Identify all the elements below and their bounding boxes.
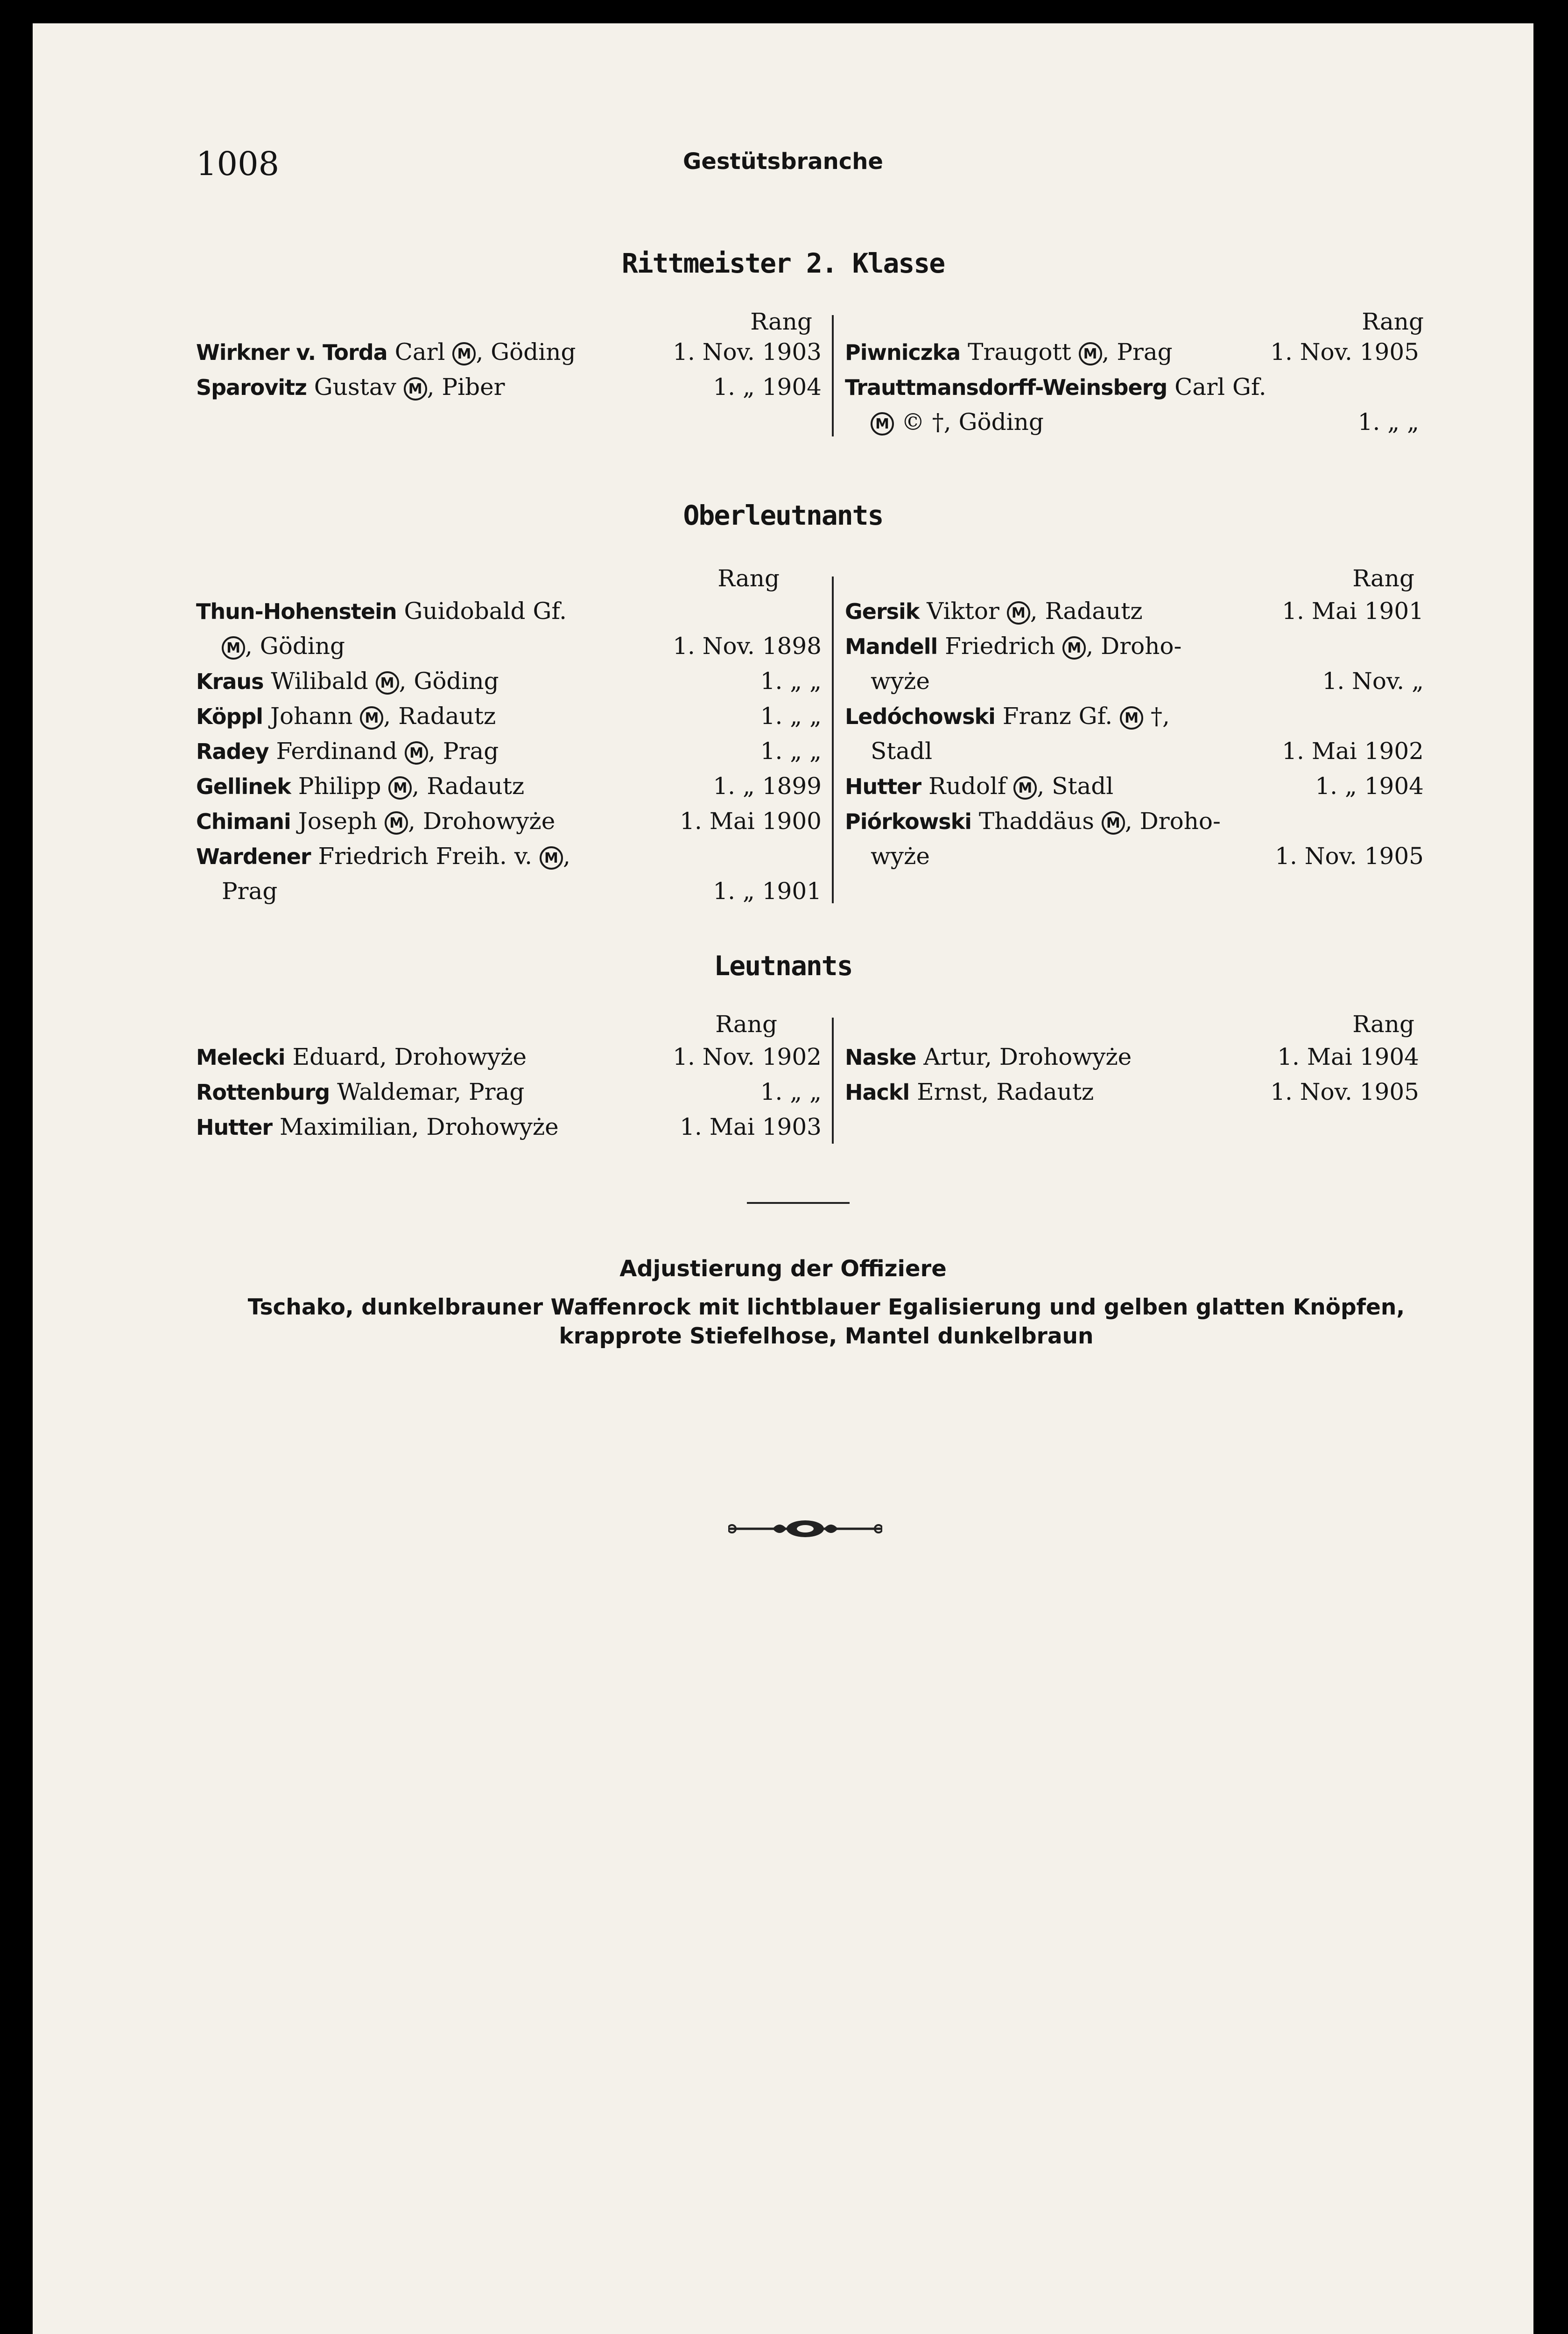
entry-location: †, xyxy=(1143,703,1170,730)
entry-name xyxy=(196,843,570,870)
column-divider xyxy=(832,1018,834,1144)
given-name: Friedrich xyxy=(937,633,1063,660)
entry-name xyxy=(196,1113,559,1140)
roster-entry xyxy=(845,633,1433,665)
column-divider xyxy=(832,315,834,436)
roster-entry xyxy=(196,808,826,840)
adjustierung-line-1: Tschako, dunkelbrauner Waffenrock mit lichtblauer Egalisierung und gelben glatten Knöpfen, xyxy=(247,1294,1405,1320)
rang-header: Rang xyxy=(1362,308,1424,335)
entry-name xyxy=(222,878,277,905)
surname: Radey xyxy=(196,739,269,764)
given-name: Philipp xyxy=(290,773,389,800)
entry-name xyxy=(845,338,1173,366)
given-name: Ernst, Radautz xyxy=(909,1078,1094,1105)
entry-rank-date: 1. Nov. 1902 xyxy=(673,1043,822,1070)
roster-entry xyxy=(845,773,1433,805)
given-name: Franz Gf. xyxy=(995,703,1120,730)
page-number: 1008 xyxy=(196,145,280,183)
entry-continuation: Stadl xyxy=(871,738,933,765)
adjustierung-line-2: krapprote Stiefelhose, Mantel dunkelbraun xyxy=(559,1323,1094,1349)
entry-rank-date: 1. Mai 1904 xyxy=(1277,1043,1419,1070)
entry-name xyxy=(845,808,1221,835)
entry-rank-date: 1. Nov. 1905 xyxy=(1275,843,1424,870)
roster-entry xyxy=(845,843,1433,875)
rang-header: Rang xyxy=(750,308,812,335)
given-name: Guidobald Gf. xyxy=(396,598,567,625)
entry-name xyxy=(196,373,505,401)
adjustierung-title: Adjustierung der Offiziere xyxy=(619,1256,947,1282)
surname: Piórkowski xyxy=(845,809,971,834)
entry-location: , Drohowyże xyxy=(408,808,555,835)
ornament-divider xyxy=(728,1515,882,1543)
entry-continuation: , Göding xyxy=(245,633,345,660)
surname: Hutter xyxy=(196,1115,273,1140)
roster-entry xyxy=(845,373,1433,406)
roster-entry xyxy=(196,1078,826,1111)
entry-rank-date: 1. Mai 1900 xyxy=(680,808,822,835)
entry-name xyxy=(196,1043,527,1070)
roster-entry xyxy=(845,408,1433,441)
entry-name xyxy=(845,1078,1094,1105)
entry-rank-date: 1. „ „ xyxy=(760,703,822,730)
separator-rule xyxy=(747,1202,850,1204)
entry-continuation: © †, Göding xyxy=(894,408,1044,436)
roster-entry xyxy=(196,338,826,371)
entry-rank-date: 1. Mai 1901 xyxy=(1282,598,1424,625)
entry-location: , Radautz xyxy=(383,703,496,730)
roster-entry xyxy=(196,373,826,406)
section-title-leutnants: Leutnants xyxy=(714,950,852,982)
running-head: Gestütsbranche xyxy=(683,148,883,175)
entry-name xyxy=(196,808,555,835)
entry-name xyxy=(196,1078,524,1105)
rang-header: Rang xyxy=(715,1011,777,1038)
entry-rank-date: 1. Nov. 1905 xyxy=(1270,1078,1419,1105)
entry-name xyxy=(845,773,1113,800)
roster-entry xyxy=(196,598,826,630)
entry-name xyxy=(845,633,1181,660)
roster-entry xyxy=(196,1043,826,1076)
roster-entry xyxy=(196,1113,826,1146)
given-name: Gustav xyxy=(306,373,404,401)
surname: Köppl xyxy=(196,704,263,729)
surname: Melecki xyxy=(196,1045,285,1070)
adjustierung-text xyxy=(210,1293,1442,1351)
m-symbol-icon: M xyxy=(404,377,427,401)
surname: Rottenburg xyxy=(196,1080,330,1105)
entry-location: , Stadl xyxy=(1037,773,1114,800)
m-symbol-icon: M xyxy=(1102,811,1125,835)
entry-location: , Droho- xyxy=(1086,633,1182,660)
entry-rank-date: 1. Nov. 1898 xyxy=(673,633,822,660)
given-name: Ferdinand xyxy=(268,738,405,765)
m-symbol-icon: M xyxy=(388,776,412,800)
m-symbol-icon: M xyxy=(540,846,563,870)
surname: Piwniczka xyxy=(845,340,961,365)
document-page xyxy=(33,23,1533,2334)
entry-location: , Prag xyxy=(1102,338,1173,366)
m-symbol-icon: M xyxy=(360,706,383,730)
roster-entry xyxy=(196,773,826,805)
m-symbol-icon: M xyxy=(1013,776,1037,800)
given-name: Johann xyxy=(263,703,360,730)
entry-name xyxy=(871,668,930,695)
entry-name xyxy=(196,668,499,695)
entry-location: , Prag xyxy=(428,738,499,765)
given-name: Viktor xyxy=(919,598,1007,625)
roster-entry xyxy=(845,598,1433,630)
roster-entry xyxy=(196,878,826,910)
section-title-oberleutnants: Oberleutnants xyxy=(683,499,883,531)
rang-header: Rang xyxy=(1352,1011,1414,1038)
given-name: Artur, Drohowyże xyxy=(916,1043,1132,1070)
entry-location: , xyxy=(563,843,570,870)
entry-location: , Piber xyxy=(427,373,505,401)
entry-rank-date: 1. Mai 1903 xyxy=(680,1113,822,1140)
entry-name xyxy=(871,408,1044,436)
given-name: Thaddäus xyxy=(971,808,1102,835)
entry-name xyxy=(222,633,345,660)
rittmeister-left-column xyxy=(196,308,826,401)
m-symbol-icon: M xyxy=(1120,706,1143,730)
surname: Gersik xyxy=(845,599,920,624)
given-name: Friedrich Freih. v. xyxy=(310,843,540,870)
surname: Hutter xyxy=(845,774,921,799)
surname: Hackl xyxy=(845,1080,910,1105)
given-name: Maximilian, Drohowyże xyxy=(272,1113,559,1140)
surname: Gellinek xyxy=(196,774,291,799)
given-name: Carl xyxy=(387,338,453,366)
entry-continuation: Prag xyxy=(222,878,278,905)
entry-rank-date: 1. Mai 1902 xyxy=(1282,738,1424,765)
given-name: Joseph xyxy=(290,808,385,835)
rang-header: Rang xyxy=(1352,565,1414,592)
surname: Trauttmansdorff-Weinsberg xyxy=(845,375,1167,400)
surname: Wardener xyxy=(196,844,311,869)
m-symbol-icon: M xyxy=(1062,636,1086,660)
entry-name xyxy=(845,598,1143,625)
surname: Kraus xyxy=(196,669,264,694)
rittmeister-right-column xyxy=(845,308,1433,436)
given-name: Waldemar, Prag xyxy=(330,1078,525,1105)
m-symbol-icon: M xyxy=(1079,342,1102,366)
given-name: Carl Gf. xyxy=(1167,373,1266,401)
surname: Sparovitz xyxy=(196,375,307,400)
entry-name xyxy=(871,738,932,765)
oberleutnants-left-column xyxy=(196,565,826,910)
rang-header: Rang xyxy=(717,565,780,592)
roster-entry xyxy=(196,633,826,665)
roster-entry xyxy=(845,808,1433,840)
entry-rank-date: 1. Nov. 1905 xyxy=(1270,338,1419,366)
roster-entry xyxy=(845,1043,1433,1076)
entry-rank-date: 1. „ „ xyxy=(760,668,822,695)
given-name: Traugott xyxy=(960,338,1079,366)
oberleutnants-right-column xyxy=(845,565,1433,910)
roster-entry xyxy=(845,738,1433,770)
entry-rank-date: 1. „ 1904 xyxy=(1315,773,1424,800)
roster-entry xyxy=(845,703,1433,735)
surname: Mandell xyxy=(845,634,938,659)
entry-location: , Göding xyxy=(476,338,576,366)
entry-rank-date: 1. Nov. „ xyxy=(1322,668,1424,695)
entry-name xyxy=(196,703,496,730)
entry-name xyxy=(845,703,1170,730)
entry-continuation: wyże xyxy=(871,843,930,870)
entry-location: , Radautz xyxy=(412,773,525,800)
roster-entry xyxy=(845,668,1433,700)
entry-rank-date: 1. „ 1901 xyxy=(713,878,822,905)
m-symbol-icon: M xyxy=(871,412,894,436)
leutnants-left-column xyxy=(196,1011,826,1151)
entry-rank-date: 1. Nov. 1903 xyxy=(673,338,822,366)
entry-rank-date: 1. „ „ xyxy=(760,738,822,765)
m-symbol-icon: M xyxy=(452,342,476,366)
entry-location: , Droho- xyxy=(1125,808,1221,835)
entry-location: , Göding xyxy=(399,668,499,695)
roster-entry xyxy=(196,703,826,735)
m-symbol-icon: M xyxy=(222,636,245,660)
m-symbol-icon: M xyxy=(376,671,399,695)
entry-name xyxy=(871,843,930,870)
entry-name xyxy=(845,373,1266,401)
entry-name xyxy=(845,1043,1132,1070)
given-name: Wilibald xyxy=(263,668,376,695)
entry-rank-date: 1. „ 1899 xyxy=(713,773,822,800)
section-title-rittmeister: Rittmeister 2. Klasse xyxy=(621,247,945,279)
m-symbol-icon: M xyxy=(405,741,428,765)
entry-rank-date: 1. „ 1904 xyxy=(713,373,822,401)
roster-entry xyxy=(845,338,1433,371)
surname: Ledóchowski xyxy=(845,704,995,729)
roster-entry xyxy=(196,668,826,700)
entry-location: , Radautz xyxy=(1030,598,1143,625)
given-name: Rudolf xyxy=(921,773,1014,800)
column-divider xyxy=(832,576,834,903)
m-symbol-icon: M xyxy=(385,811,408,835)
entry-name xyxy=(196,598,567,625)
entry-rank-date: 1. „ „ xyxy=(1357,408,1419,436)
surname: Thun-Hohenstein xyxy=(196,599,397,624)
surname: Wirkner v. Torda xyxy=(196,340,387,365)
leutnants-right-column xyxy=(845,1011,1433,1151)
m-symbol-icon: M xyxy=(1007,601,1030,625)
entry-name xyxy=(196,773,524,800)
page-header xyxy=(33,145,1533,196)
given-name: Eduard, Drohowyże xyxy=(285,1043,527,1070)
surname: Chimani xyxy=(196,809,291,834)
entry-rank-date: 1. „ „ xyxy=(760,1078,822,1105)
surname: Naske xyxy=(845,1045,916,1070)
roster-entry xyxy=(196,843,826,875)
entry-continuation: wyże xyxy=(871,668,930,695)
entry-name xyxy=(196,338,576,366)
roster-entry xyxy=(845,1078,1433,1111)
entry-name xyxy=(196,738,499,765)
roster-entry xyxy=(196,738,826,770)
